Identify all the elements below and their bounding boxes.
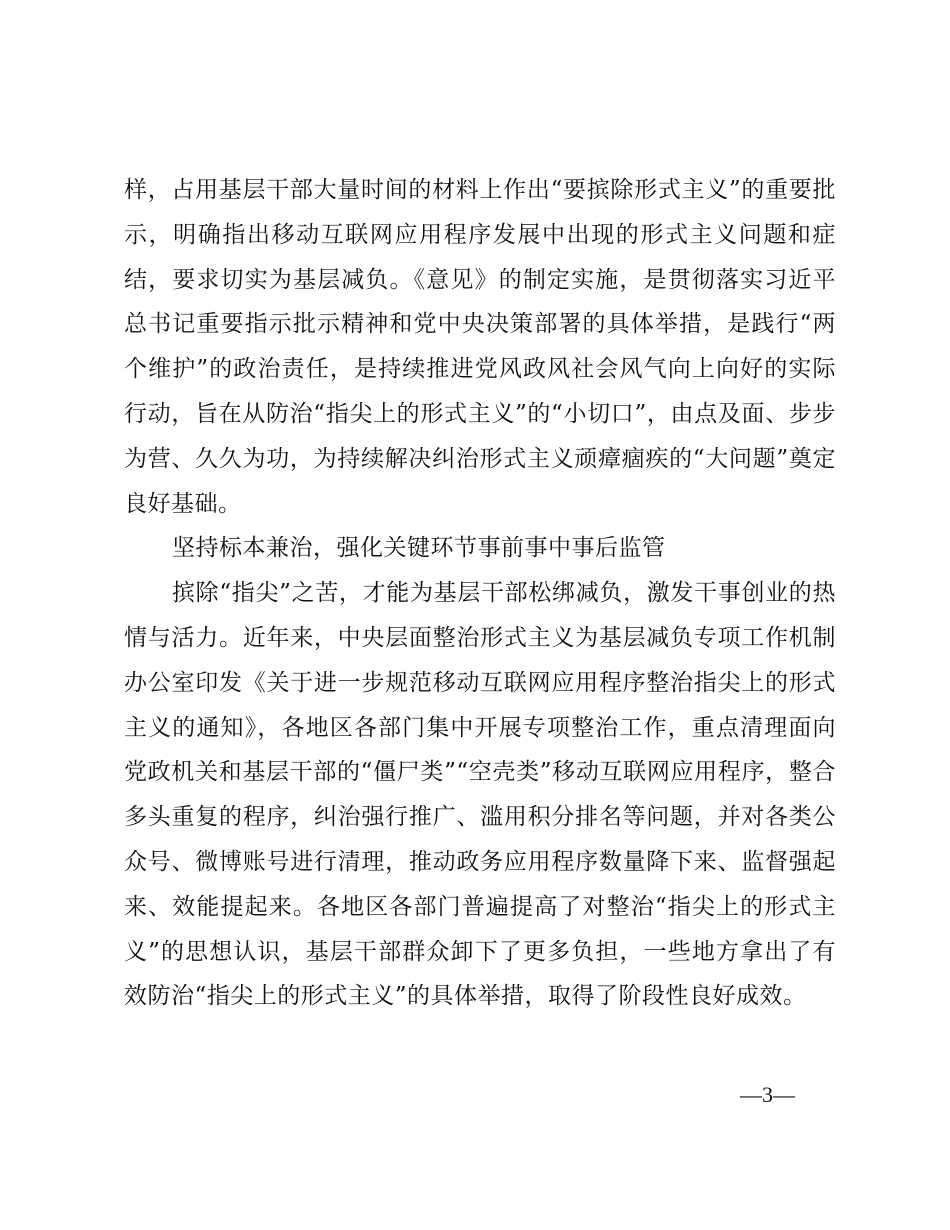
- body-text: [124, 168, 836, 1019]
- page-number: —3—: [740, 1082, 795, 1107]
- section-heading: 坚持标本兼治，强化关键环节事前事中事后监管: [172, 535, 666, 562]
- paragraph: 摈除“指尖”之苦，才能为基层干部松绑减负，激发干事创业的热情与活力。近年来，中央层面整治形式主义为基层减负专项工作机制办公室印发《关于进一步规范移动互联网应用程序整治指尖上的形式主义的通知》，各地区各部门集中开展专项整治工作，重点清理面向党政机关和基层干部的“僵尸类”“空壳类”移动互联网应用程序，整合多头重复的程序，纠治强行推广、滥用积分排名等问题，并对各类公众号、微博账号进行清理，推动政务应用程序数量降下来、监督强起来、效能提起来。各地区各部门普遍提高了对整治“指尖上的形式主义”的思想认识，基层干部群众卸下了更多负担，一些地方拿出了有效防治“指尖上的形式主义”的具体举措，取得了阶段性良好成效。: [124, 580, 836, 1010]
- paragraph-continued: 样，占用基层干部大量时间的材料上作出“要摈除形式主义”的重要批示，明确指出移动互联网应用程序发展中出现的形式主义问题和症结，要求切实为基层减负。《意见》的制定实施，是贯彻落实习近平总书记重要指示批示精神和党中央决策部署的具体举措，是践行“两个维护”的政治责任，是持续推进党风政风社会风气向上向好的实际行动，旨在从防治“指尖上的形式主义”的“小切口”，由点及面、步步为营、久久为功，为持续解决纠治形式主义顽瘴痼疾的“大问题”奠定良好基础。: [124, 177, 836, 517]
